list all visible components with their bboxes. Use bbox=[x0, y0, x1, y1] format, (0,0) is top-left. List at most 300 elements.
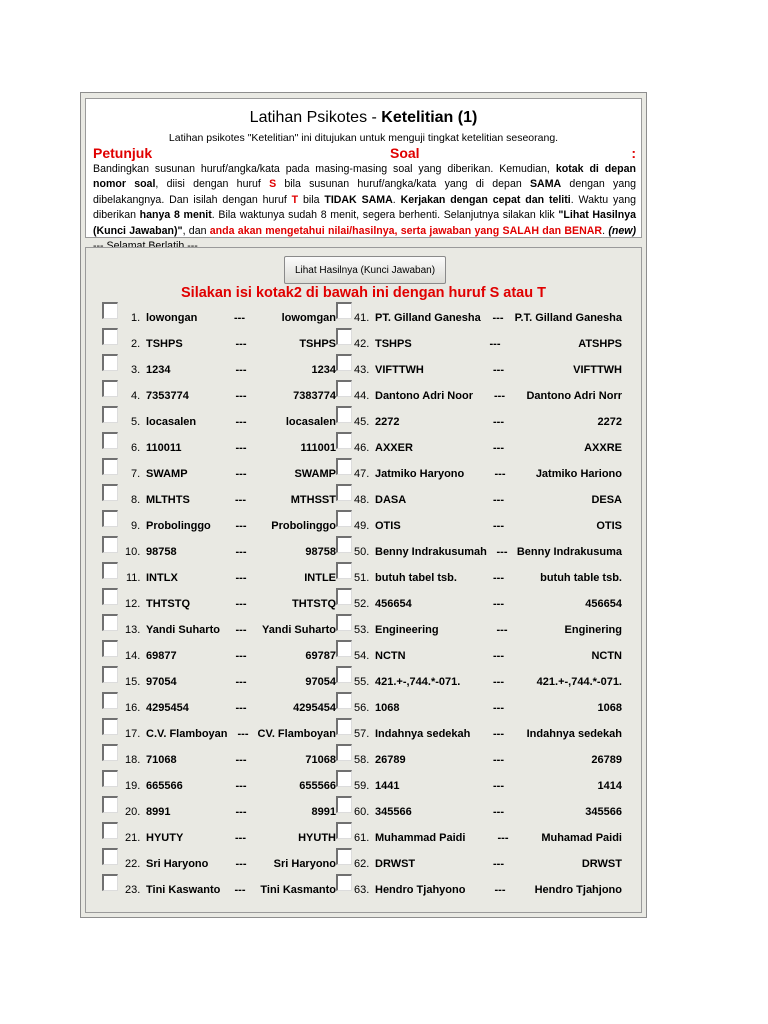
question-row bbox=[354, 832, 622, 848]
item-separator: --- bbox=[493, 754, 504, 766]
item-separator: --- bbox=[234, 312, 245, 324]
item-separator: --- bbox=[234, 884, 246, 896]
instruction-segment: (new) bbox=[608, 224, 637, 237]
answer-box-43[interactable] bbox=[336, 354, 352, 371]
item-left: 1234 bbox=[146, 364, 171, 376]
question-row bbox=[118, 546, 336, 562]
question-row bbox=[354, 520, 622, 536]
item-left: Jatmiko Haryono bbox=[375, 468, 465, 480]
question-number: 63. bbox=[354, 884, 370, 896]
answer-box-11[interactable] bbox=[102, 562, 118, 579]
answer-box-41[interactable] bbox=[336, 302, 352, 319]
instruction-segment: SAMA bbox=[529, 178, 562, 191]
item-left: C.V. Flamboyan bbox=[146, 728, 228, 740]
answer-box-58[interactable] bbox=[336, 744, 352, 761]
item-right: Tini Kasmanto bbox=[260, 884, 336, 896]
question-number: 16. bbox=[125, 702, 141, 714]
item-separator: --- bbox=[493, 702, 504, 714]
question-row bbox=[118, 494, 336, 510]
item-separator: --- bbox=[235, 754, 247, 766]
question-row bbox=[118, 728, 336, 744]
answer-box-2[interactable] bbox=[102, 328, 118, 345]
answer-box-8[interactable] bbox=[102, 484, 118, 501]
item-separator: --- bbox=[235, 468, 247, 480]
question-number: 50. bbox=[354, 546, 370, 558]
question-number: 15. bbox=[125, 676, 141, 688]
question-row bbox=[118, 676, 336, 692]
question-number: 5. bbox=[131, 416, 141, 428]
answer-box-20[interactable] bbox=[102, 796, 118, 813]
question-number: 58. bbox=[354, 754, 370, 766]
item-left: Probolinggo bbox=[146, 520, 211, 532]
question-number: 3. bbox=[131, 364, 141, 376]
instruction-segment: dengan yang dibelakangnya. Dan isilah dengan huruf bbox=[93, 178, 636, 206]
item-left: 456654 bbox=[375, 598, 412, 610]
item-right: Sri Haryono bbox=[273, 858, 336, 870]
question-number: 12. bbox=[125, 598, 141, 610]
item-right: Jatmiko Hariono bbox=[535, 468, 622, 480]
question-number: 54. bbox=[354, 650, 370, 662]
question-row bbox=[118, 702, 336, 718]
item-separator: --- bbox=[493, 442, 504, 454]
item-left: 345566 bbox=[375, 806, 412, 818]
answer-box-51[interactable] bbox=[336, 562, 352, 579]
question-row bbox=[354, 364, 622, 380]
item-left: AXXER bbox=[375, 442, 413, 454]
item-right: 97054 bbox=[305, 676, 336, 688]
item-right: 4295454 bbox=[293, 702, 336, 714]
item-separator: --- bbox=[494, 390, 505, 402]
item-left: 2272 bbox=[375, 416, 400, 428]
item-right: 1414 bbox=[597, 780, 622, 792]
question-number: 59. bbox=[354, 780, 370, 792]
question-row bbox=[354, 442, 622, 458]
item-separator: --- bbox=[493, 598, 504, 610]
item-separator: --- bbox=[493, 858, 504, 870]
item-right: 2272 bbox=[597, 416, 622, 428]
item-separator: --- bbox=[493, 650, 504, 662]
item-right: VIFTTWH bbox=[573, 364, 622, 376]
item-separator: --- bbox=[235, 650, 247, 662]
answer-box-15[interactable] bbox=[102, 666, 118, 683]
item-left: Sri Haryono bbox=[146, 858, 209, 870]
answer-box-57[interactable] bbox=[336, 718, 352, 735]
question-number: 14. bbox=[125, 650, 141, 662]
item-right: 98758 bbox=[305, 546, 336, 558]
soal-label: Soal bbox=[390, 145, 420, 161]
question-row bbox=[118, 858, 336, 874]
question-row bbox=[118, 338, 336, 354]
question-row bbox=[118, 650, 336, 666]
question-row bbox=[354, 884, 622, 900]
item-right: 421.+-,744.*-071. bbox=[536, 676, 622, 688]
question-row bbox=[354, 806, 622, 822]
fill-instruction: Silakan isi kotak2 di bawah ini dengan huruf S atau T bbox=[181, 285, 546, 301]
item-right: INTLE bbox=[304, 572, 336, 584]
question-number: 8. bbox=[131, 494, 141, 506]
item-right: Benny Indrakusuma bbox=[516, 546, 622, 558]
item-left: Indahnya sedekah bbox=[375, 728, 471, 740]
item-right: Probolinggo bbox=[271, 520, 336, 532]
item-left: 421.+-,744.*-071. bbox=[375, 676, 461, 688]
answer-box-7[interactable] bbox=[102, 458, 118, 475]
answer-box-5[interactable] bbox=[102, 406, 118, 423]
question-row bbox=[118, 520, 336, 536]
item-left: butuh tabel tsb. bbox=[375, 572, 457, 584]
question-number: 19. bbox=[125, 780, 141, 792]
item-left: OTIS bbox=[375, 520, 401, 532]
question-number: 7. bbox=[131, 468, 141, 480]
question-row bbox=[354, 754, 622, 770]
item-separator: --- bbox=[493, 806, 504, 818]
question-number: 49. bbox=[354, 520, 370, 532]
item-separator: --- bbox=[497, 832, 509, 844]
page-title: Latihan Psikotes - Ketelitian (1) bbox=[249, 109, 478, 126]
item-left: INTLX bbox=[146, 572, 178, 584]
answer-box-12[interactable] bbox=[102, 588, 118, 605]
answer-box-17[interactable] bbox=[102, 718, 118, 735]
item-separator: --- bbox=[493, 780, 504, 792]
item-separator: --- bbox=[489, 338, 501, 350]
question-row bbox=[118, 468, 336, 484]
item-right: SWAMP bbox=[294, 468, 336, 480]
item-separator: --- bbox=[235, 806, 247, 818]
question-number: 4. bbox=[131, 390, 141, 402]
question-row bbox=[118, 806, 336, 822]
item-left: locasalen bbox=[146, 416, 197, 428]
item-separator: --- bbox=[493, 728, 504, 740]
instruction-segment: S bbox=[269, 178, 277, 191]
item-right: Indahnya sedekah bbox=[526, 728, 622, 740]
item-left: lowongan bbox=[146, 312, 198, 324]
item-left: 110011 bbox=[146, 442, 182, 454]
item-separator: --- bbox=[493, 364, 504, 376]
answer-box-44[interactable] bbox=[336, 380, 352, 397]
item-left: THTSTQ bbox=[146, 598, 190, 610]
answer-box-61[interactable] bbox=[336, 822, 352, 839]
instruction-segment: TIDAK SAMA bbox=[324, 193, 393, 206]
item-left: SWAMP bbox=[146, 468, 188, 480]
item-separator: --- bbox=[496, 624, 508, 636]
item-separator: --- bbox=[235, 780, 247, 792]
answer-box-42[interactable] bbox=[336, 328, 352, 345]
instruction-segment: bila bbox=[298, 193, 325, 206]
item-separator: --- bbox=[235, 390, 247, 402]
petunjuk-label: Petunjuk bbox=[93, 145, 153, 161]
question-number: 42. bbox=[354, 338, 370, 350]
item-right: NCTN bbox=[591, 650, 622, 662]
item-separator: --- bbox=[493, 572, 504, 584]
question-row bbox=[118, 624, 336, 640]
item-left: 71068 bbox=[146, 754, 177, 766]
instruction-segment: T bbox=[291, 193, 299, 206]
question-row bbox=[354, 312, 622, 328]
question-number: 17. bbox=[125, 728, 141, 740]
item-right: 26789 bbox=[591, 754, 622, 766]
question-number: 53. bbox=[354, 624, 370, 636]
question-number: 22. bbox=[125, 858, 141, 870]
answer-box-18[interactable] bbox=[102, 744, 118, 761]
question-row bbox=[354, 390, 622, 406]
question-row bbox=[354, 546, 622, 562]
question-number: 21. bbox=[125, 832, 141, 844]
answer-box-13[interactable] bbox=[102, 614, 118, 631]
answer-box-10[interactable] bbox=[102, 536, 118, 553]
question-number: 18. bbox=[125, 754, 141, 766]
answer-box-4[interactable] bbox=[102, 380, 118, 397]
item-left: TSHPS bbox=[146, 338, 183, 350]
answer-box-22[interactable] bbox=[102, 848, 118, 865]
instruction-segment: "Lihat Hasilnya (Kunci Jawaban)" bbox=[93, 209, 636, 237]
item-right: 345566 bbox=[585, 806, 622, 818]
subtitle: Latihan psikotes "Ketelitian" ini ditujukan untuk menguji tingkat ketelitian seseorang. bbox=[168, 132, 559, 144]
answer-box-50[interactable] bbox=[336, 536, 352, 553]
question-row bbox=[118, 884, 336, 900]
item-left: 665566 bbox=[146, 780, 183, 792]
colon-label: : bbox=[631, 145, 636, 161]
answer-box-46[interactable] bbox=[336, 432, 352, 449]
answer-box-59[interactable] bbox=[336, 770, 352, 787]
item-left: 69877 bbox=[146, 650, 177, 662]
question-number: 10. bbox=[125, 546, 141, 558]
question-number: 43. bbox=[354, 364, 370, 376]
item-right: OTIS bbox=[596, 520, 622, 532]
question-number: 23. bbox=[125, 884, 141, 896]
item-left: 8991 bbox=[146, 806, 171, 818]
item-right: 1234 bbox=[311, 364, 336, 376]
question-number: 47. bbox=[354, 468, 370, 480]
item-separator: --- bbox=[235, 702, 247, 714]
item-separator: --- bbox=[235, 676, 247, 688]
item-left: 1441 bbox=[375, 780, 400, 792]
answer-box-1[interactable] bbox=[102, 302, 118, 319]
instruction-segment: . bbox=[602, 224, 609, 237]
item-right: Hendro Tjahjono bbox=[534, 884, 622, 896]
answer-box-52[interactable] bbox=[336, 588, 352, 605]
instruction-segment: anda akan mengetahui nilai/hasilnya, serta jawaban yang SALAH dan BENAR bbox=[209, 224, 603, 237]
item-right: 456654 bbox=[585, 598, 622, 610]
instruction-segment: , dan bbox=[182, 224, 210, 237]
item-separator: --- bbox=[235, 364, 247, 376]
question-row bbox=[354, 468, 622, 484]
item-left: MLTHTS bbox=[146, 494, 190, 506]
item-left: Tini Kaswanto bbox=[146, 884, 221, 896]
answer-box-6[interactable] bbox=[102, 432, 118, 449]
item-left: Yandi Suharto bbox=[146, 624, 220, 636]
item-left: Engineering bbox=[375, 624, 439, 636]
question-row bbox=[354, 624, 622, 640]
item-separator: --- bbox=[235, 442, 247, 454]
question-row bbox=[118, 754, 336, 770]
answer-box-63[interactable] bbox=[336, 874, 352, 891]
question-row bbox=[354, 702, 622, 718]
item-separator: --- bbox=[235, 858, 247, 870]
answer-box-14[interactable] bbox=[102, 640, 118, 657]
item-right: DESA bbox=[591, 494, 622, 506]
question-row bbox=[118, 780, 336, 796]
item-right: TSHPS bbox=[299, 338, 336, 350]
answer-box-60[interactable] bbox=[336, 796, 352, 813]
question-number: 1. bbox=[131, 312, 141, 324]
answer-box-55[interactable] bbox=[336, 666, 352, 683]
question-number: 52. bbox=[354, 598, 370, 610]
question-number: 51. bbox=[354, 572, 370, 584]
question-number: 9. bbox=[131, 520, 141, 532]
answer-box-23[interactable] bbox=[102, 874, 118, 891]
question-row bbox=[118, 572, 336, 588]
question-number: 41. bbox=[354, 312, 370, 324]
instructions-paragraph bbox=[93, 162, 636, 254]
question-row bbox=[118, 364, 336, 380]
instruction-segment: kotak di depan nomor soal bbox=[93, 163, 637, 191]
item-right: DRWST bbox=[581, 858, 622, 870]
item-left: 26789 bbox=[375, 754, 406, 766]
item-right: ATSHPS bbox=[578, 338, 622, 350]
item-separator: --- bbox=[235, 416, 247, 428]
question-row bbox=[354, 858, 622, 874]
answer-box-49[interactable] bbox=[336, 510, 352, 527]
question-number: 11. bbox=[126, 572, 141, 584]
question-row bbox=[354, 572, 622, 588]
show-results-button[interactable]: Lihat Hasilnya (Kunci Jawaban) bbox=[284, 256, 446, 284]
item-left: Muhammad Paidi bbox=[375, 832, 466, 844]
answer-box-62[interactable] bbox=[336, 848, 352, 865]
item-right: Yandi Suharto bbox=[262, 624, 336, 636]
item-left: HYUTY bbox=[146, 832, 184, 844]
item-right: 71068 bbox=[305, 754, 336, 766]
question-number: 55. bbox=[354, 676, 370, 688]
question-row bbox=[354, 650, 622, 666]
question-row bbox=[118, 416, 336, 432]
question-row bbox=[118, 390, 336, 406]
answer-box-21[interactable] bbox=[102, 822, 118, 839]
item-separator: --- bbox=[235, 546, 247, 558]
question-number: 56. bbox=[354, 702, 370, 714]
item-left: NCTN bbox=[375, 650, 406, 662]
item-left: VIFTTWH bbox=[375, 364, 424, 376]
item-right: HYUTH bbox=[298, 832, 336, 844]
item-right: 111001 bbox=[300, 442, 336, 454]
item-left: DRWST bbox=[375, 858, 416, 870]
question-row bbox=[118, 598, 336, 614]
question-number: 6. bbox=[131, 442, 141, 454]
answer-box-48[interactable] bbox=[336, 484, 352, 501]
item-left: 7353774 bbox=[146, 390, 189, 402]
question-row bbox=[354, 780, 622, 796]
question-row bbox=[354, 338, 622, 354]
question-row bbox=[354, 728, 622, 744]
instruction-segment: Kerjakan dengan cepat dan teliti bbox=[400, 193, 571, 206]
question-number: 20. bbox=[125, 806, 141, 818]
instruction-segment: . bbox=[392, 193, 401, 206]
answer-box-47[interactable] bbox=[336, 458, 352, 475]
question-number: 48. bbox=[354, 494, 370, 506]
item-left: 4295454 bbox=[146, 702, 189, 714]
item-right: 655566 bbox=[299, 780, 336, 792]
item-right: locasalen bbox=[285, 416, 336, 428]
item-separator: --- bbox=[235, 598, 247, 610]
item-right: 8991 bbox=[311, 806, 336, 818]
question-row bbox=[118, 312, 336, 328]
question-row bbox=[354, 598, 622, 614]
answer-box-56[interactable] bbox=[336, 692, 352, 709]
item-right: 69787 bbox=[305, 650, 336, 662]
item-right: 1068 bbox=[597, 702, 622, 714]
answer-box-16[interactable] bbox=[102, 692, 118, 709]
item-left: Hendro Tjahyono bbox=[375, 884, 466, 896]
item-separator: --- bbox=[235, 338, 247, 350]
answer-box-9[interactable] bbox=[102, 510, 118, 527]
instruction-segment: , diisi dengan huruf bbox=[155, 178, 270, 191]
item-left: Benny Indrakusumah bbox=[375, 546, 487, 558]
instruction-segment: . Bila waktunya sudah 8 menit, segera berhenti. Selanjutnya silakan klik bbox=[211, 209, 559, 222]
item-separator: --- bbox=[237, 728, 249, 740]
instruction-segment: bila susunan huruf/angka/kata yang di depan bbox=[276, 178, 530, 191]
answer-panel bbox=[85, 247, 642, 913]
question-number: 2. bbox=[131, 338, 141, 350]
question-number: 13. bbox=[125, 624, 141, 636]
item-separator: --- bbox=[493, 520, 504, 532]
question-number: 46. bbox=[354, 442, 370, 454]
question-number: 45. bbox=[354, 416, 370, 428]
instruction-segment: Bandingkan susunan huruf/angka/kata pada masing-masing soal yang diberikan. Kemudian, bbox=[93, 163, 556, 175]
petunjuk-heading bbox=[93, 145, 636, 163]
item-right: 7383774 bbox=[293, 390, 336, 402]
item-left: TSHPS bbox=[375, 338, 412, 350]
item-separator: --- bbox=[235, 572, 247, 584]
item-right: MTHSST bbox=[290, 494, 336, 506]
question-number: 44. bbox=[354, 390, 370, 402]
item-left: DASA bbox=[375, 494, 407, 506]
item-right: THTSTQ bbox=[292, 598, 336, 610]
item-left: PT. Gilland Ganesha bbox=[375, 312, 481, 324]
answer-box-3[interactable] bbox=[102, 354, 118, 371]
item-right: AXXRE bbox=[584, 442, 622, 454]
item-left: 1068 bbox=[375, 702, 400, 714]
item-separator: --- bbox=[492, 312, 504, 324]
item-right: butuh table tsb. bbox=[540, 572, 622, 584]
question-number: 57. bbox=[354, 728, 370, 740]
intro-box bbox=[85, 98, 642, 238]
item-separator: --- bbox=[493, 416, 504, 428]
item-right: P.T. Gilland Ganesha bbox=[514, 312, 622, 324]
item-right: Muhamad Paidi bbox=[541, 832, 622, 844]
question-row bbox=[354, 676, 622, 692]
item-separator: --- bbox=[235, 494, 246, 506]
item-separator: --- bbox=[494, 884, 506, 896]
item-right: lowomgan bbox=[281, 312, 336, 324]
instruction-segment: . Waktu yang diberikan bbox=[93, 193, 636, 222]
question-number: 62. bbox=[354, 858, 370, 870]
question-row bbox=[118, 832, 336, 848]
answer-box-45[interactable] bbox=[336, 406, 352, 423]
answer-box-53[interactable] bbox=[336, 614, 352, 631]
item-left: 98758 bbox=[146, 546, 177, 558]
answer-box-19[interactable] bbox=[102, 770, 118, 787]
item-separator: --- bbox=[235, 624, 247, 636]
question-row bbox=[118, 442, 336, 458]
item-right: Dantono Adri Norr bbox=[526, 390, 622, 402]
item-separator: --- bbox=[493, 494, 504, 506]
item-separator: --- bbox=[235, 520, 247, 532]
item-right: Enginering bbox=[564, 624, 622, 636]
question-row bbox=[354, 494, 622, 510]
item-separator: --- bbox=[493, 676, 504, 688]
answer-box-54[interactable] bbox=[336, 640, 352, 657]
instruction-segment: hanya 8 menit bbox=[139, 209, 212, 222]
item-separator: --- bbox=[496, 546, 508, 558]
question-number: 61. bbox=[354, 832, 370, 844]
